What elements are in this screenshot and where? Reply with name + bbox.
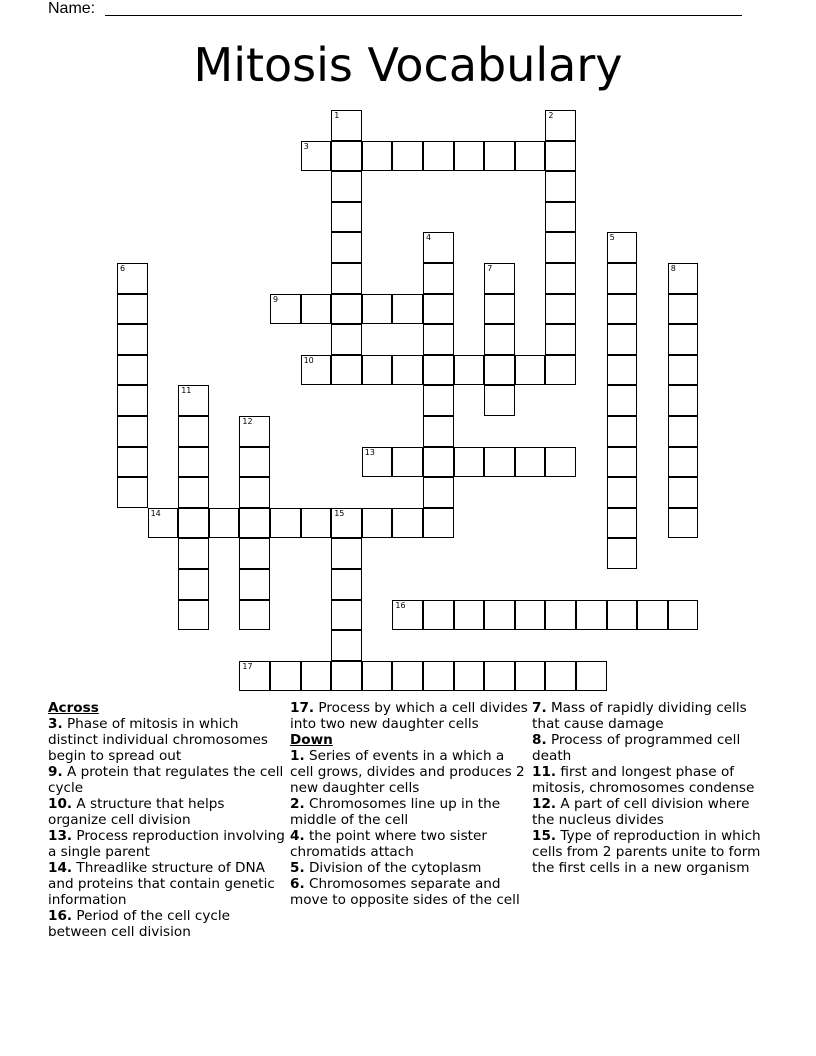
grid-cell[interactable] — [331, 508, 362, 539]
clue-down-15: 15. Type of reproduction in which cells from 2 parents unite to form the first cells in a new organism — [532, 828, 761, 876]
grid-cell[interactable] — [270, 508, 301, 539]
clue-number: 8 — [670, 264, 676, 273]
grid-cell[interactable] — [239, 538, 270, 569]
grid-cell[interactable] — [239, 661, 270, 692]
grid-cell[interactable] — [117, 447, 148, 478]
grid-cell[interactable] — [668, 355, 699, 386]
grid-cell[interactable] — [178, 508, 209, 539]
grid-cell[interactable] — [545, 661, 576, 692]
grid-cell[interactable] — [392, 508, 423, 539]
clue-across-10: 10. A structure that helps organize cell division — [48, 796, 225, 828]
grid-cell[interactable] — [423, 355, 454, 386]
grid-cell[interactable] — [668, 294, 699, 325]
clue-number: 5 — [609, 233, 615, 243]
clue-down-8: 8. Process of programmed cell death — [532, 732, 741, 764]
clue-number: 13 — [364, 447, 375, 457]
grid-cell[interactable] — [484, 263, 515, 294]
grid-cell[interactable] — [545, 355, 576, 386]
name-label: Name: — [48, 0, 96, 17]
clue-down-4: 4. the point where two sister chromatids attach — [290, 828, 487, 860]
clue-across-9: 9. A protein that regulates the cell cycle — [48, 764, 284, 796]
grid-cell[interactable] — [117, 355, 148, 386]
clue-down-2: 2. Chromosomes line up in the middle of the cell — [290, 796, 501, 828]
grid-cell[interactable] — [607, 294, 638, 325]
clues-column-3 — [532, 700, 770, 876]
grid-cell[interactable] — [454, 355, 485, 386]
clues-column-2 — [290, 700, 528, 908]
grid-cell[interactable] — [668, 263, 699, 294]
clues-column-1 — [48, 700, 286, 940]
clue-down-12: 12. A part of cell division where the nucleus divides — [532, 796, 750, 828]
grid-cell[interactable] — [423, 232, 454, 263]
clue-number: 1 — [334, 111, 340, 120]
grid-cell[interactable] — [331, 141, 362, 172]
grid-cell[interactable] — [331, 110, 362, 141]
grid-cell[interactable] — [484, 661, 515, 692]
clue-across-13: 13. Process reproduction involving a single parent — [48, 828, 285, 860]
clue-number: 15 — [334, 508, 345, 518]
grid-cell[interactable] — [484, 355, 515, 386]
grid-cell[interactable] — [178, 569, 209, 600]
clue-across-14: 14. Threadlike structure of DNA and proteins that contain genetic information — [48, 860, 275, 908]
grid-cell[interactable] — [607, 508, 638, 539]
grid-cell[interactable] — [362, 294, 393, 325]
clue-number: 17 — [242, 661, 253, 671]
grid-cell[interactable] — [117, 477, 148, 508]
grid-cell[interactable] — [484, 294, 515, 325]
grid-cell[interactable] — [301, 508, 332, 539]
grid-cell[interactable] — [331, 538, 362, 569]
grid-cell[interactable] — [117, 294, 148, 325]
page-title: Mitosis Vocabulary — [193, 38, 623, 92]
grid-cell[interactable] — [392, 141, 423, 172]
grid-cell[interactable] — [331, 569, 362, 600]
clue-down-6: 6. Chromosomes separate and move to opposite sides of the cell — [290, 876, 520, 908]
grid-cell[interactable] — [545, 447, 576, 478]
clue-down-5: 5. Division of the cytoplasm — [290, 860, 482, 876]
grid-cell[interactable] — [515, 447, 546, 478]
grid-cell[interactable] — [148, 508, 179, 539]
grid-cell[interactable] — [668, 600, 699, 631]
grid-cell[interactable] — [178, 447, 209, 478]
grid-cell[interactable] — [576, 600, 607, 631]
clue-number: 6 — [120, 264, 126, 273]
clue-number: 12 — [242, 417, 253, 426]
grid-cell[interactable] — [545, 202, 576, 233]
grid-cell[interactable] — [637, 600, 668, 631]
grid-cell[interactable] — [668, 508, 699, 539]
clue-across-17: 17. Process by which a cell divides into two new daughter cells — [290, 700, 528, 732]
grid-cell[interactable] — [392, 294, 423, 325]
grid-cell[interactable] — [331, 263, 362, 294]
grid-cell[interactable] — [545, 600, 576, 631]
grid-cell[interactable] — [454, 600, 485, 631]
grid-cell[interactable] — [301, 355, 332, 386]
grid-cell[interactable] — [545, 171, 576, 202]
grid-cell[interactable] — [239, 416, 270, 447]
grid-cell[interactable] — [607, 263, 638, 294]
grid-cell[interactable] — [576, 661, 607, 692]
grid-cell[interactable] — [392, 355, 423, 386]
grid-cell[interactable] — [668, 477, 699, 508]
grid-cell[interactable] — [607, 232, 638, 263]
grid-cell[interactable] — [607, 355, 638, 386]
grid-cell[interactable] — [484, 141, 515, 172]
grid-cell[interactable] — [484, 447, 515, 478]
grid-cell[interactable] — [392, 661, 423, 692]
grid-cell[interactable] — [178, 477, 209, 508]
grid-cell[interactable] — [607, 477, 638, 508]
grid-cell[interactable] — [423, 600, 454, 631]
grid-cell[interactable] — [239, 508, 270, 539]
grid-cell[interactable] — [362, 355, 393, 386]
grid-cell[interactable] — [545, 294, 576, 325]
grid-cell[interactable] — [515, 355, 546, 386]
clue-down-1: 1. Series of events in a which a cell grows, divides and produces 2 new daughter cells — [290, 748, 525, 796]
down-heading: Down — [290, 732, 333, 748]
grid-cell[interactable] — [607, 324, 638, 355]
clue-number: 14 — [150, 508, 161, 518]
grid-cell[interactable] — [117, 324, 148, 355]
grid-cell[interactable] — [423, 294, 454, 325]
clue-number: 3 — [303, 141, 309, 151]
clue-number: 4 — [426, 233, 432, 243]
grid-cell[interactable] — [668, 385, 699, 416]
grid-cell[interactable] — [178, 416, 209, 447]
grid-cell[interactable] — [484, 385, 515, 416]
grid-cell[interactable] — [545, 324, 576, 355]
grid-cell[interactable] — [362, 661, 393, 692]
grid-cell[interactable] — [270, 661, 301, 692]
grid-cell[interactable] — [331, 600, 362, 631]
grid-cell[interactable] — [301, 661, 332, 692]
grid-cell[interactable] — [331, 202, 362, 233]
grid-cell[interactable] — [178, 538, 209, 569]
grid-cell[interactable] — [668, 447, 699, 478]
clue-across-16: 16. Period of the cell cycle between cell division — [48, 908, 231, 940]
grid-cell[interactable] — [270, 294, 301, 325]
grid-cell[interactable] — [545, 232, 576, 263]
grid-cell[interactable] — [515, 141, 546, 172]
grid-cell[interactable] — [362, 508, 393, 539]
grid-cell[interactable] — [117, 263, 148, 294]
grid-cell[interactable] — [362, 141, 393, 172]
grid-cell[interactable] — [178, 600, 209, 631]
grid-cell[interactable] — [423, 141, 454, 172]
grid-cell[interactable] — [239, 569, 270, 600]
grid-cell[interactable] — [178, 385, 209, 416]
grid-cell[interactable] — [545, 110, 576, 141]
grid-cell[interactable] — [331, 232, 362, 263]
grid-cell[interactable] — [607, 385, 638, 416]
clue-number: 10 — [303, 355, 314, 365]
grid-cell[interactable] — [209, 508, 240, 539]
grid-cell[interactable] — [239, 600, 270, 631]
clue-number: 11 — [181, 386, 192, 396]
grid-cell[interactable] — [331, 355, 362, 386]
grid-cell[interactable] — [454, 661, 485, 692]
grid-cell[interactable] — [484, 600, 515, 631]
grid-cell[interactable] — [668, 324, 699, 355]
grid-cell[interactable] — [607, 600, 638, 631]
grid-cell[interactable] — [423, 477, 454, 508]
grid-cell[interactable] — [331, 661, 362, 692]
clue-down-7: 7. Mass of rapidly dividing cells that cause damage — [532, 700, 747, 732]
grid-cell[interactable] — [423, 385, 454, 416]
grid-cell[interactable] — [392, 600, 423, 631]
grid-cell[interactable] — [545, 263, 576, 294]
grid-cell[interactable] — [423, 416, 454, 447]
grid-cell[interactable] — [362, 447, 393, 478]
grid-cell[interactable] — [392, 447, 423, 478]
grid-cell[interactable] — [423, 661, 454, 692]
grid-cell[interactable] — [515, 661, 546, 692]
grid-cell[interactable] — [607, 447, 638, 478]
grid-cell[interactable] — [301, 294, 332, 325]
grid-cell[interactable] — [607, 416, 638, 447]
clue-across-3: 3. Phase of mitosis in which distinct individual chromosomes begin to spread out — [48, 716, 268, 764]
clue-number: 16 — [395, 600, 406, 610]
grid-cell[interactable] — [117, 416, 148, 447]
grid-cell[interactable] — [484, 324, 515, 355]
grid-cell[interactable] — [423, 324, 454, 355]
grid-cell[interactable] — [454, 447, 485, 478]
grid-cell[interactable] — [423, 447, 454, 478]
grid-cell[interactable] — [331, 294, 362, 325]
grid-cell[interactable] — [423, 508, 454, 539]
across-heading: Across — [48, 700, 99, 716]
grid-cell[interactable] — [239, 447, 270, 478]
grid-cell[interactable] — [331, 630, 362, 661]
grid-cell[interactable] — [607, 538, 638, 569]
grid-cell[interactable] — [668, 416, 699, 447]
grid-cell[interactable] — [331, 324, 362, 355]
grid-cell[interactable] — [423, 263, 454, 294]
grid-cell[interactable] — [545, 141, 576, 172]
clue-down-11: 11. first and longest phase of mitosis, chromosomes condense — [532, 764, 755, 796]
grid-cell[interactable] — [331, 171, 362, 202]
clue-number: 9 — [273, 294, 279, 304]
grid-cell[interactable] — [454, 141, 485, 172]
grid-cell[interactable] — [239, 477, 270, 508]
clue-number: 7 — [487, 264, 493, 273]
clue-number: 2 — [548, 111, 554, 120]
grid-cell[interactable] — [515, 600, 546, 631]
grid-cell[interactable] — [301, 141, 332, 172]
grid-cell[interactable] — [117, 385, 148, 416]
